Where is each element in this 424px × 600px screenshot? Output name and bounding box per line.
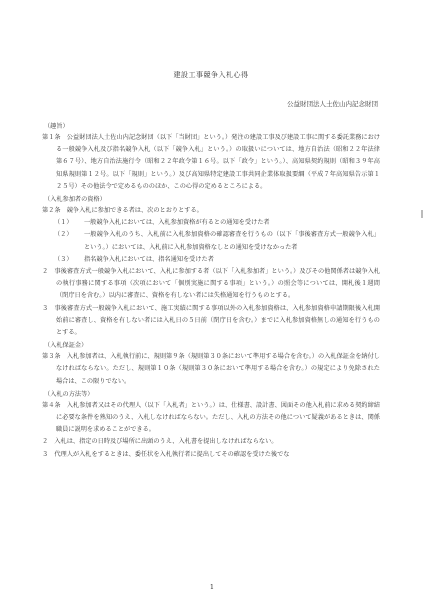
section-heading: （趣旨） [44,123,69,130]
article-paragraph: 第４条 入札参加者又はその代理人（以下「入札者」という。）は、仕様書、設計書、図面その他入札前に求める契約締結に必要な条件を熟知のうえ、入札しなければならない。ただし、入札の方法その他について疑義があるときは、関係職員に説明を求めることができる。 [42,401,380,434]
sub-paragraph: ３ 代理人が入札をするときは、委任状を入札執行者に提出してその確認を受けた後でな [42,450,290,458]
document-title: 建設工事競争入札心得 [173,71,249,79]
item-text: 一般競争入札のうち、入札前に入札参加資格の確認審査を行うもの（以下「事後審査方式一般競争入札」という。）においては、入札前に入札参加資格なしとの通知を受けなかった者 [84,231,380,251]
section-heading: （入札保証金） [44,342,88,350]
item-text: 指名競争入札においては、指名通知を受けた者 [84,255,214,263]
article-paragraph: 第２条 競争入札に参加できる者は、次のとおりとする。 [42,207,203,215]
sub-paragraph: ３ 事後審査方式一般競争入札において、施工実績に関する事項以外の入札参加資格は、入札参加資格申請期限後入札開始前に審査し、資格を有しない者には入札日の５日前（閉庁日を含む。）までに入札参加資格無しの通知を行うものとする。 [42,304,380,337]
scan-edge-mark [421,210,423,218]
item-text: 一般競争入札においては、入札参加資格が有るとの通知を受けた者 [84,219,270,227]
section-heading: （入札参加者の資格） [44,196,106,204]
item-number: （１） [54,219,73,227]
list-item [54,254,380,266]
article-paragraph: 第１条 公益財団法人土佐山内記念財団（以下「当財団」という。）発注の建設工事及び建設工事に関する委託業務における一般競争入札及び指名競争入札（以下「競争入札」という。）の取扱いについては、地方自治法（昭和２２年法律第６７号）、地方自治法施行令（昭和２２年政令第１６号。以下「政令」という。）、高知県契約規則（昭和３９年高知県規則第１２号。以下「規則」という。）及び高知県特定建設工事共同企業体取扱要綱（平成７年高知県告示第１２５号）その他法令で定めるもののほか、この心得の定めるところによる。 [42,134,380,190]
list-item [54,229,380,253]
sub-paragraph: ２ 事後審査方式一般競争入札において、入札に参加する者（以下「入札参加者」という。）及びその他関係者は競争入札の執行事務に関する事項（次項において「個別実施に関する事項」という。）の照会等については、開札後１週間（閉庁日を含む。）以内に審査に、資格を有しない者には失格通知を行うものとする。 [42,268,380,300]
organization-name: 公益財団法人土佐山内記念財団 [287,100,378,108]
sub-paragraph: ２ 入札は、指定の日時及び場所に出頭のうえ、入札書を提出しなければならない。 [42,438,278,446]
page-number: 1 [209,583,215,591]
section-heading: （入札の方法等） [44,390,94,398]
item-number: （３） [54,255,73,263]
article-paragraph: 第３条 入札参加者は、入札執行前に、規則第９条（規則第３０条において準用する場合を含む。）の入札保証金を納付しなければならない。ただし、規則第１０条（規則第３０条において準用する場合を含む。）の規定により免除された場合は、この限りでない。 [42,353,380,385]
list-item [54,217,380,229]
item-number: （２） [54,231,73,239]
